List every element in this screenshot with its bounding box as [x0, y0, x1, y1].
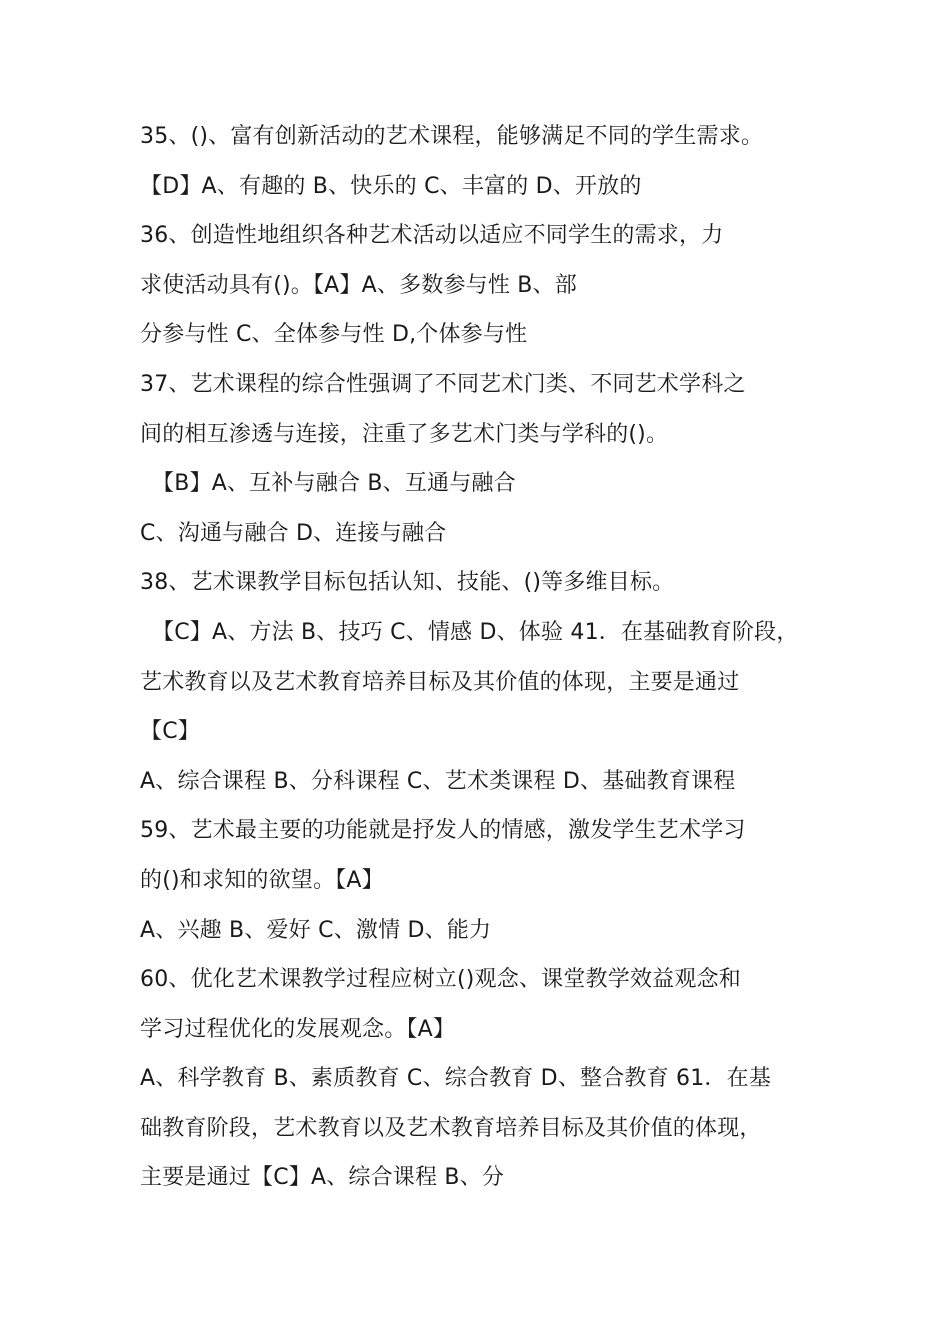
text-line-q59: 59、艺术最主要的功能就是抒发人的情感，激发学生艺术学习 [140, 818, 746, 844]
text-line-q61-cont: 主要是通过【C】A、综合课程 B、分 [140, 1165, 505, 1191]
text-line-q35-options: 【D】A、有趣的 B、快乐的 C、丰富的 D、开放的 [140, 173, 642, 199]
text-line-q41-answer: 【C】 [140, 719, 200, 745]
document-body [140, 112, 840, 1203]
text-line-q38: 38、艺术课教学目标包括认知、技能、()等多维目标。 [140, 570, 675, 596]
text-line-q60: 60、优化艺术课教学过程应树立()观念、课堂教学效益观念和 [140, 967, 741, 993]
text-line-q60-cont: 学习过程优化的发展观念。【A】 [140, 1016, 456, 1042]
text-line-q37-options-cont: C、沟通与融合 D、连接与融合 [140, 520, 447, 546]
text-line-q35: 35、()、富有创新活动的艺术课程，能够满足不同的学生需求。 [140, 124, 764, 149]
text-line-q38-options: 【C】A、方法 B、技巧 C、情感 D、体验 41．在基础教育阶段， [152, 619, 799, 645]
text-line-q37-cont: 间的相互渗透与连接，注重了多艺术门类与学科的()。 [140, 421, 669, 447]
text-line-q41-options: A、综合课程 B、分科课程 C、艺术类课程 D、基础教育课程 [140, 768, 736, 794]
text-line-q59-cont: 的()和求知的欲望。【A】 [140, 867, 384, 893]
text-line-q61: 础教育阶段，艺术教育以及艺术教育培养目标及其价值的体现， [140, 1115, 762, 1141]
text-line-q41: 艺术教育以及艺术教育培养目标及其价值的体现，主要是通过 [140, 669, 740, 695]
text-line-q37-options: 【B】A、互补与融合 B、互通与融合 [152, 471, 516, 497]
text-line-q37: 37、艺术课程的综合性强调了不同艺术门类、不同艺术学科之 [140, 371, 746, 397]
text-line-q36-cont: 求使活动具有()。【A】A、多数参与性 B、部 [140, 272, 577, 298]
text-line-q36-options: 分参与性 C、全体参与性 D,个体参与性 [140, 322, 528, 348]
text-line-q36: 36、创造性地组织各种艺术活动以适应不同学生的需求，力 [140, 223, 724, 249]
text-line-q59-options: A、兴趣 B、爱好 C、激情 D、能力 [140, 917, 492, 943]
text-line-q60-options: A、科学教育 B、素质教育 C、综合教育 D、整合教育 61．在基 [140, 1066, 772, 1092]
